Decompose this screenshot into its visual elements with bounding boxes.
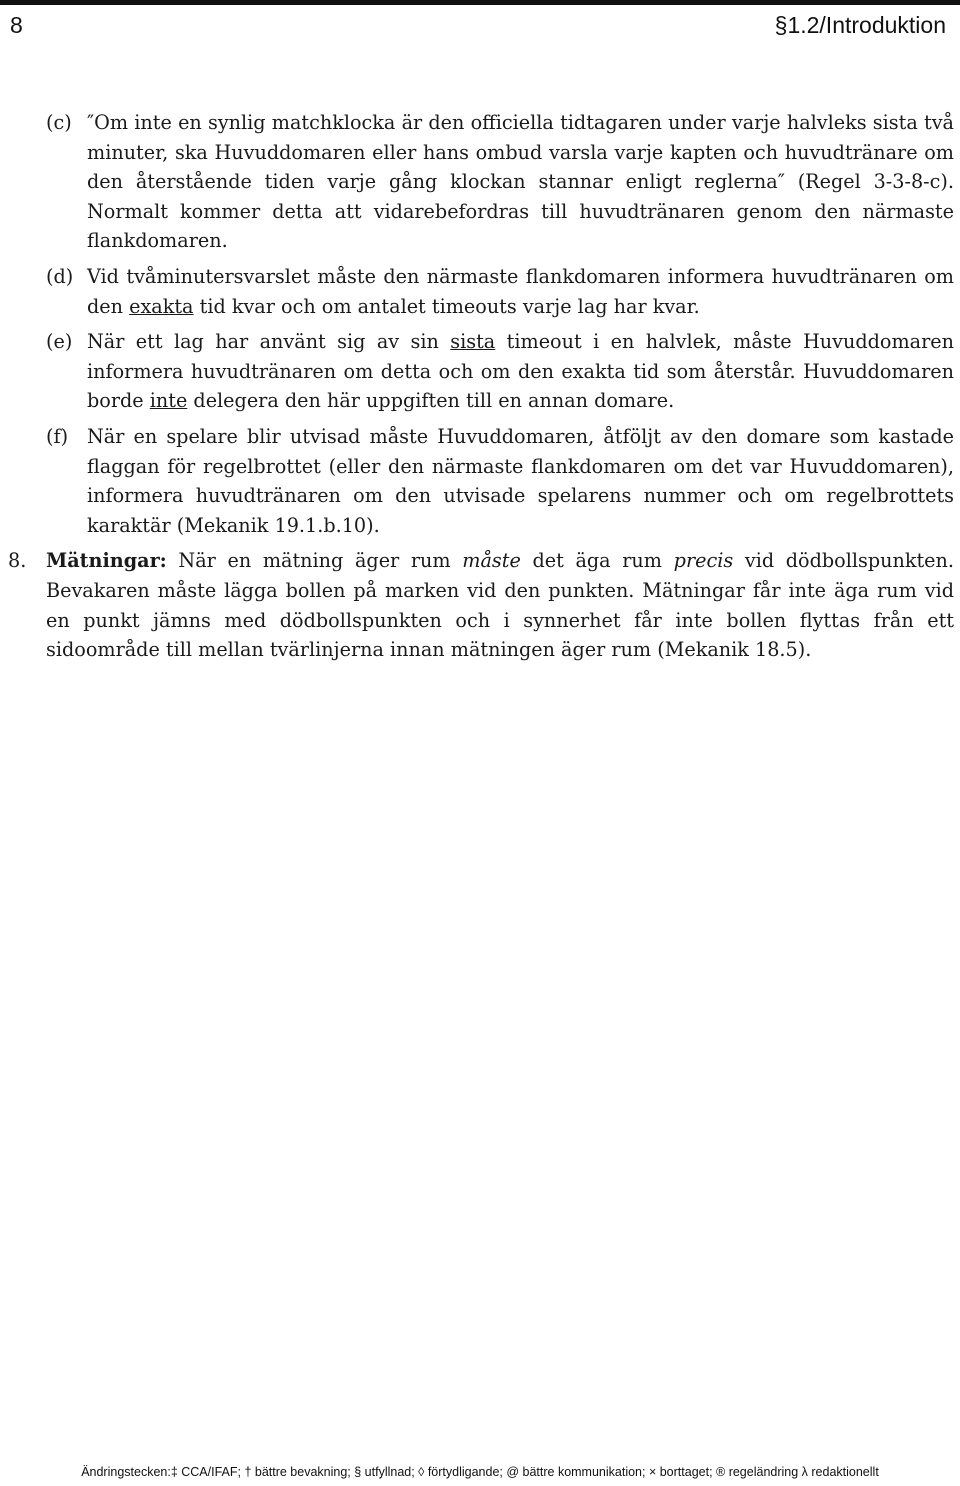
page-header (0, 12, 960, 42)
item-text: ″Om inte en synlig matchklocka är den officiella tidtagaren under varje halvleks sista två minuter, ska Huvuddomaren eller hans ombud varsla varje kapten och huvudtränare om den återstående tiden varje gång klockan stannar enligt reglerna″ (Regel 3-3-8-c). Normalt kommer detta att vidarebefordras till huvudtränaren genom den närmaste flankdomaren. (87, 111, 954, 253)
item-label: (d) (46, 264, 74, 288)
rule-item-c (46, 108, 954, 256)
section-title: §1.2/Introduktion (774, 12, 946, 38)
item-text: När ett lag har använt sig av sin sista timeout i en halvlek, måste Huvuddomaren informera huvudtränaren om detta och om den exakta tid som återstår. Huvuddomaren borde inte delegera den här uppgiften till en annan domare. (87, 330, 954, 413)
item-text: När en spelare blir utvisad måste Huvuddomaren, åtföljt av den domare som kastade flaggan för regelbrottet (eller den närmaste flankdomaren om det var Huvuddomaren), informera huvudtränaren om den utvisade spelarens nummer och om regelbrottets karaktär (Mekanik 19.1.b.10). (87, 424, 954, 537)
underlined-word: sista (450, 330, 496, 354)
underlined-word: exakta (129, 294, 194, 318)
item-text: Vid tvåminutersvarslet måste den närmaste flankdomaren informera huvudtränaren om den exakta tid kvar och om antalet timeouts varje lag har kvar. (87, 264, 954, 318)
rule-item-f (46, 422, 954, 540)
section-8-measurements: 8. Mätningar: När en mätning äger rum måste det äga rum precis vid dödbollspunkten. Bevakaren måste lägga bollen på marken vid den punkten. Mätningar får inte äga rum vid en punkt jämns med dödbollspunkten och i synnerhet får inte bollen flyttas från ett sidoområde till mellan tvärlinjerna innan mätningen äger rum (Mekanik 18.5). (8, 546, 954, 664)
change-marks-legend: Ändringstecken:‡ CCA/IFAF; † bättre bevakning; § utfyllnad; ◊ förtydligande; @ bättre kommunikation; × borttaget; ® regeländring λ redaktionellt (81, 1465, 879, 1479)
emphasis: måste (462, 549, 521, 573)
rule-item-e (46, 327, 954, 416)
item-label: (f) (46, 424, 69, 448)
section-number: 8. (8, 549, 27, 573)
page-number: 8 (10, 12, 23, 38)
item-label: (c) (46, 111, 72, 134)
top-rule (0, 0, 960, 5)
rule-item-d (46, 262, 954, 321)
emphasis: precis (673, 549, 734, 573)
section-heading: Mätningar: (46, 549, 167, 573)
underlined-word: inte (149, 389, 188, 413)
page-body (8, 108, 954, 665)
item-label: (e) (46, 330, 73, 354)
